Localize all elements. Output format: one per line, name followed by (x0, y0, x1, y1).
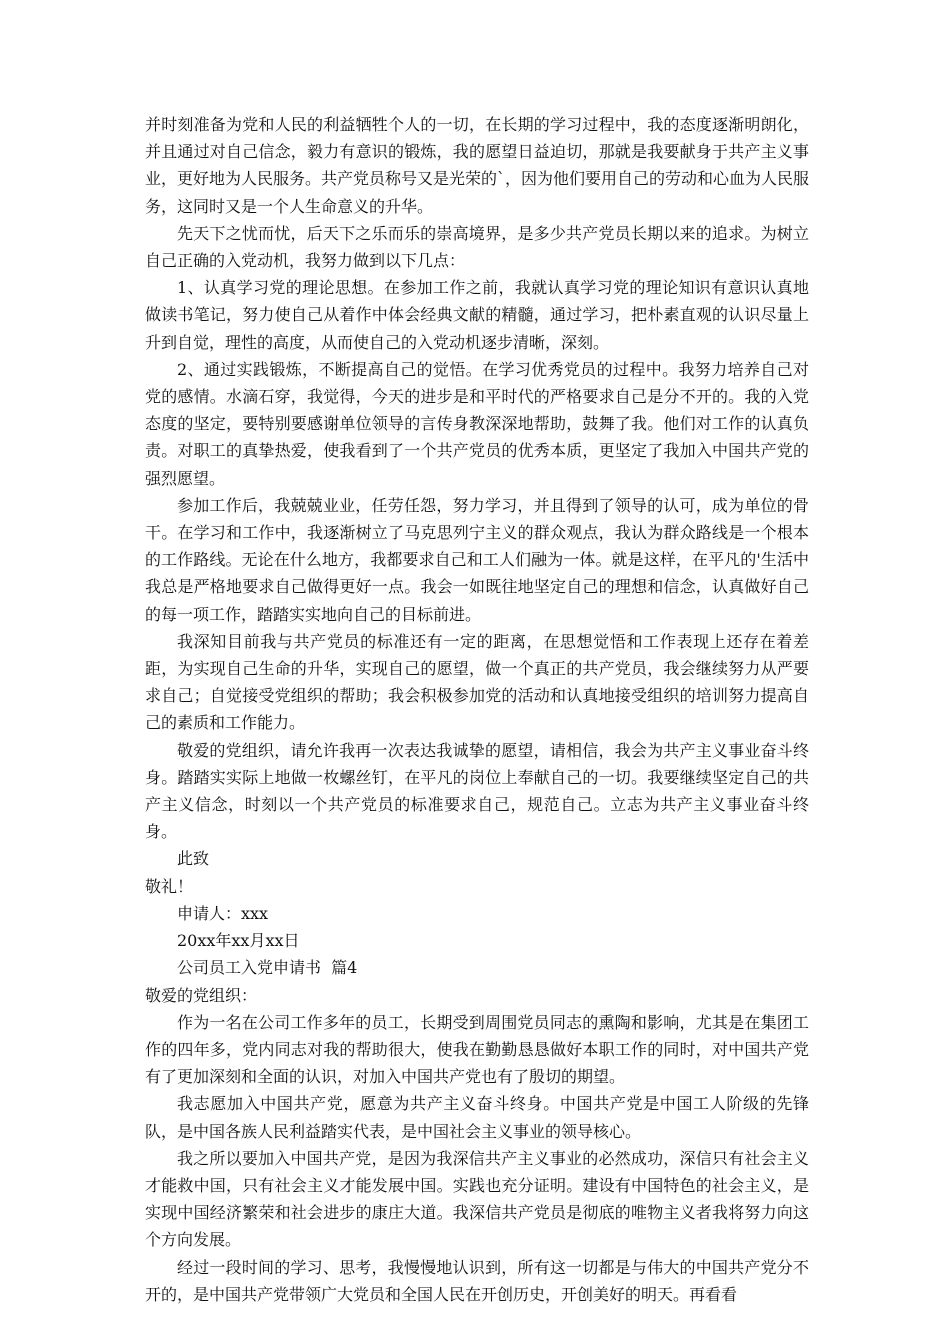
paragraph-3: 1、认真学习党的理论思想。在参加工作之前，我就认真学习党的理论知识有意识认真地做读书笔记，努力使自己从着作中体会经典文献的精髓，通过学习，把朴素直观的认识尽量上升到自觉，理性的高度，从而使自己的入党动机逐步清晰，深刻。 (145, 278, 809, 352)
section-title: 公司员工入党申请书 篇4 (177, 958, 358, 978)
greeting: 敬爱的党组织： (145, 985, 258, 1005)
paragraph-1: 并时刻准备为党和人民的利益牺牲个人的一切，在长期的学习过程中，我的态度逐渐明朗化，并且通过对自己信念，毅力有意识的锻炼，我的愿望日益迫切，那就是我要献身于共产主义事业，更好地为人民服务。共产党员称号又是光荣的`，因为他们要用自己的劳动和心血为人民服务，这同时又是一个人生命意义的升华。 (145, 115, 810, 216)
applicant-line: 申请人：xxx (177, 903, 269, 923)
paragraph-8: 作为一名在公司工作多年的员工，长期受到周围党员同志的熏陶和影响，尤其是在集团工作的四年多，党内同志对我的帮助很大，使我在勤勤恳恳做好本职工作的同时，对中国共产党有了更加深刻和全面的认识，对加入中国共产党也有了殷切的期望。 (145, 1012, 809, 1087)
document-body (145, 111, 809, 1308)
paragraph-6: 我深知目前我与共产党员的标准还有一定的距离，在思想觉悟和工作表现上还存在着差距，为实现自己生命的升华，实现自己的愿望，做一个真正的共产党员，我会继续努力从严要求自己；自觉接受党组织的帮助；我会积极参加党的活动和认真地接受组织的培训努力提高自己的素质和工作能力。 (145, 631, 809, 733)
paragraph-10: 我之所以要加入中国共产党，是因为我深信共产主义事业的必然成功，深信只有社会主义才能救中国，只有社会主义才能发展中国。实践也充分证明。建设有中国特色的社会主义，是实现中国经济繁荣和社会进步的康庄大道。我深信共产党员是彻底的唯物主义者我将努力向这个方向发展。 (145, 1148, 809, 1250)
paragraph-11: 经过一段时间的学习、思考，我慢慢地认识到，所有这一切都是与伟大的中国共产党分不开的，是中国共产党带领广大党员和全国人民在开创历史，开创美好的明天。再看看 (145, 1257, 809, 1304)
paragraph-2: 先天下之忧而忧，后天下之乐而乐的崇高境界，是多少共产党员长期以来的追求。为树立自己正确的入党动机，我努力做到以下几点： (145, 223, 809, 271)
paragraph-9: 我志愿加入中国共产党，愿意为共产主义奋斗终身。中国共产党是中国工人阶级的先锋队，是中国各族人民利益踏实代表，是中国社会主义事业的领导核心。 (145, 1094, 809, 1141)
closing-salutation: 此致 (177, 849, 210, 869)
closing-regards: 敬礼！ (145, 876, 194, 896)
date-line: 20xx年xx月xx日 (177, 931, 300, 951)
paragraph-7: 敬爱的党组织，请允许我再一次表达我诚挚的愿望，请相信，我会为共产主义事业奋斗终身。踏踏实实际上地做一枚螺丝钉，在平凡的岗位上奉献自己的一切。我要继续坚定自己的共产主义信念，时刻以一个共产党员的标准要求自己，规范自己。立志为共产主义事业奋斗终身。 (145, 740, 809, 842)
paragraph-5: 参加工作后，我兢兢业业，任劳任怨，努力学习，并且得到了领导的认可，成为单位的骨干。在学习和工作中，我逐渐树立了马克思列宁主义的群众观点，我认为群众路线是一个根本的工作路线。无论在什么地方，我都要求自己和工人们融为一体。就是这样，在平凡的'生活中我总是严格地要求自己做得更好一点。我会一如既往地坚定自己的理想和信念，认真做好自己的每一项工作，踏踏实实地向自己的目标前进。 (145, 495, 809, 624)
paragraph-4: 2、通过实践锻炼，不断提高自己的觉悟。在学习优秀党员的过程中。我努力培养自己对党的感情。水滴石穿，我觉得，今天的进步是和平时代的严格要求自己是分不开的。我的入党态度的坚定，要特别要感谢单位领导的言传身教深深地帮助，鼓舞了我。他们对工作的认真负责。对职工的真挚热爱，使我看到了一个共产党员的优秀本质，更坚定了我加入中国共产党的强烈愿望。 (145, 359, 809, 488)
